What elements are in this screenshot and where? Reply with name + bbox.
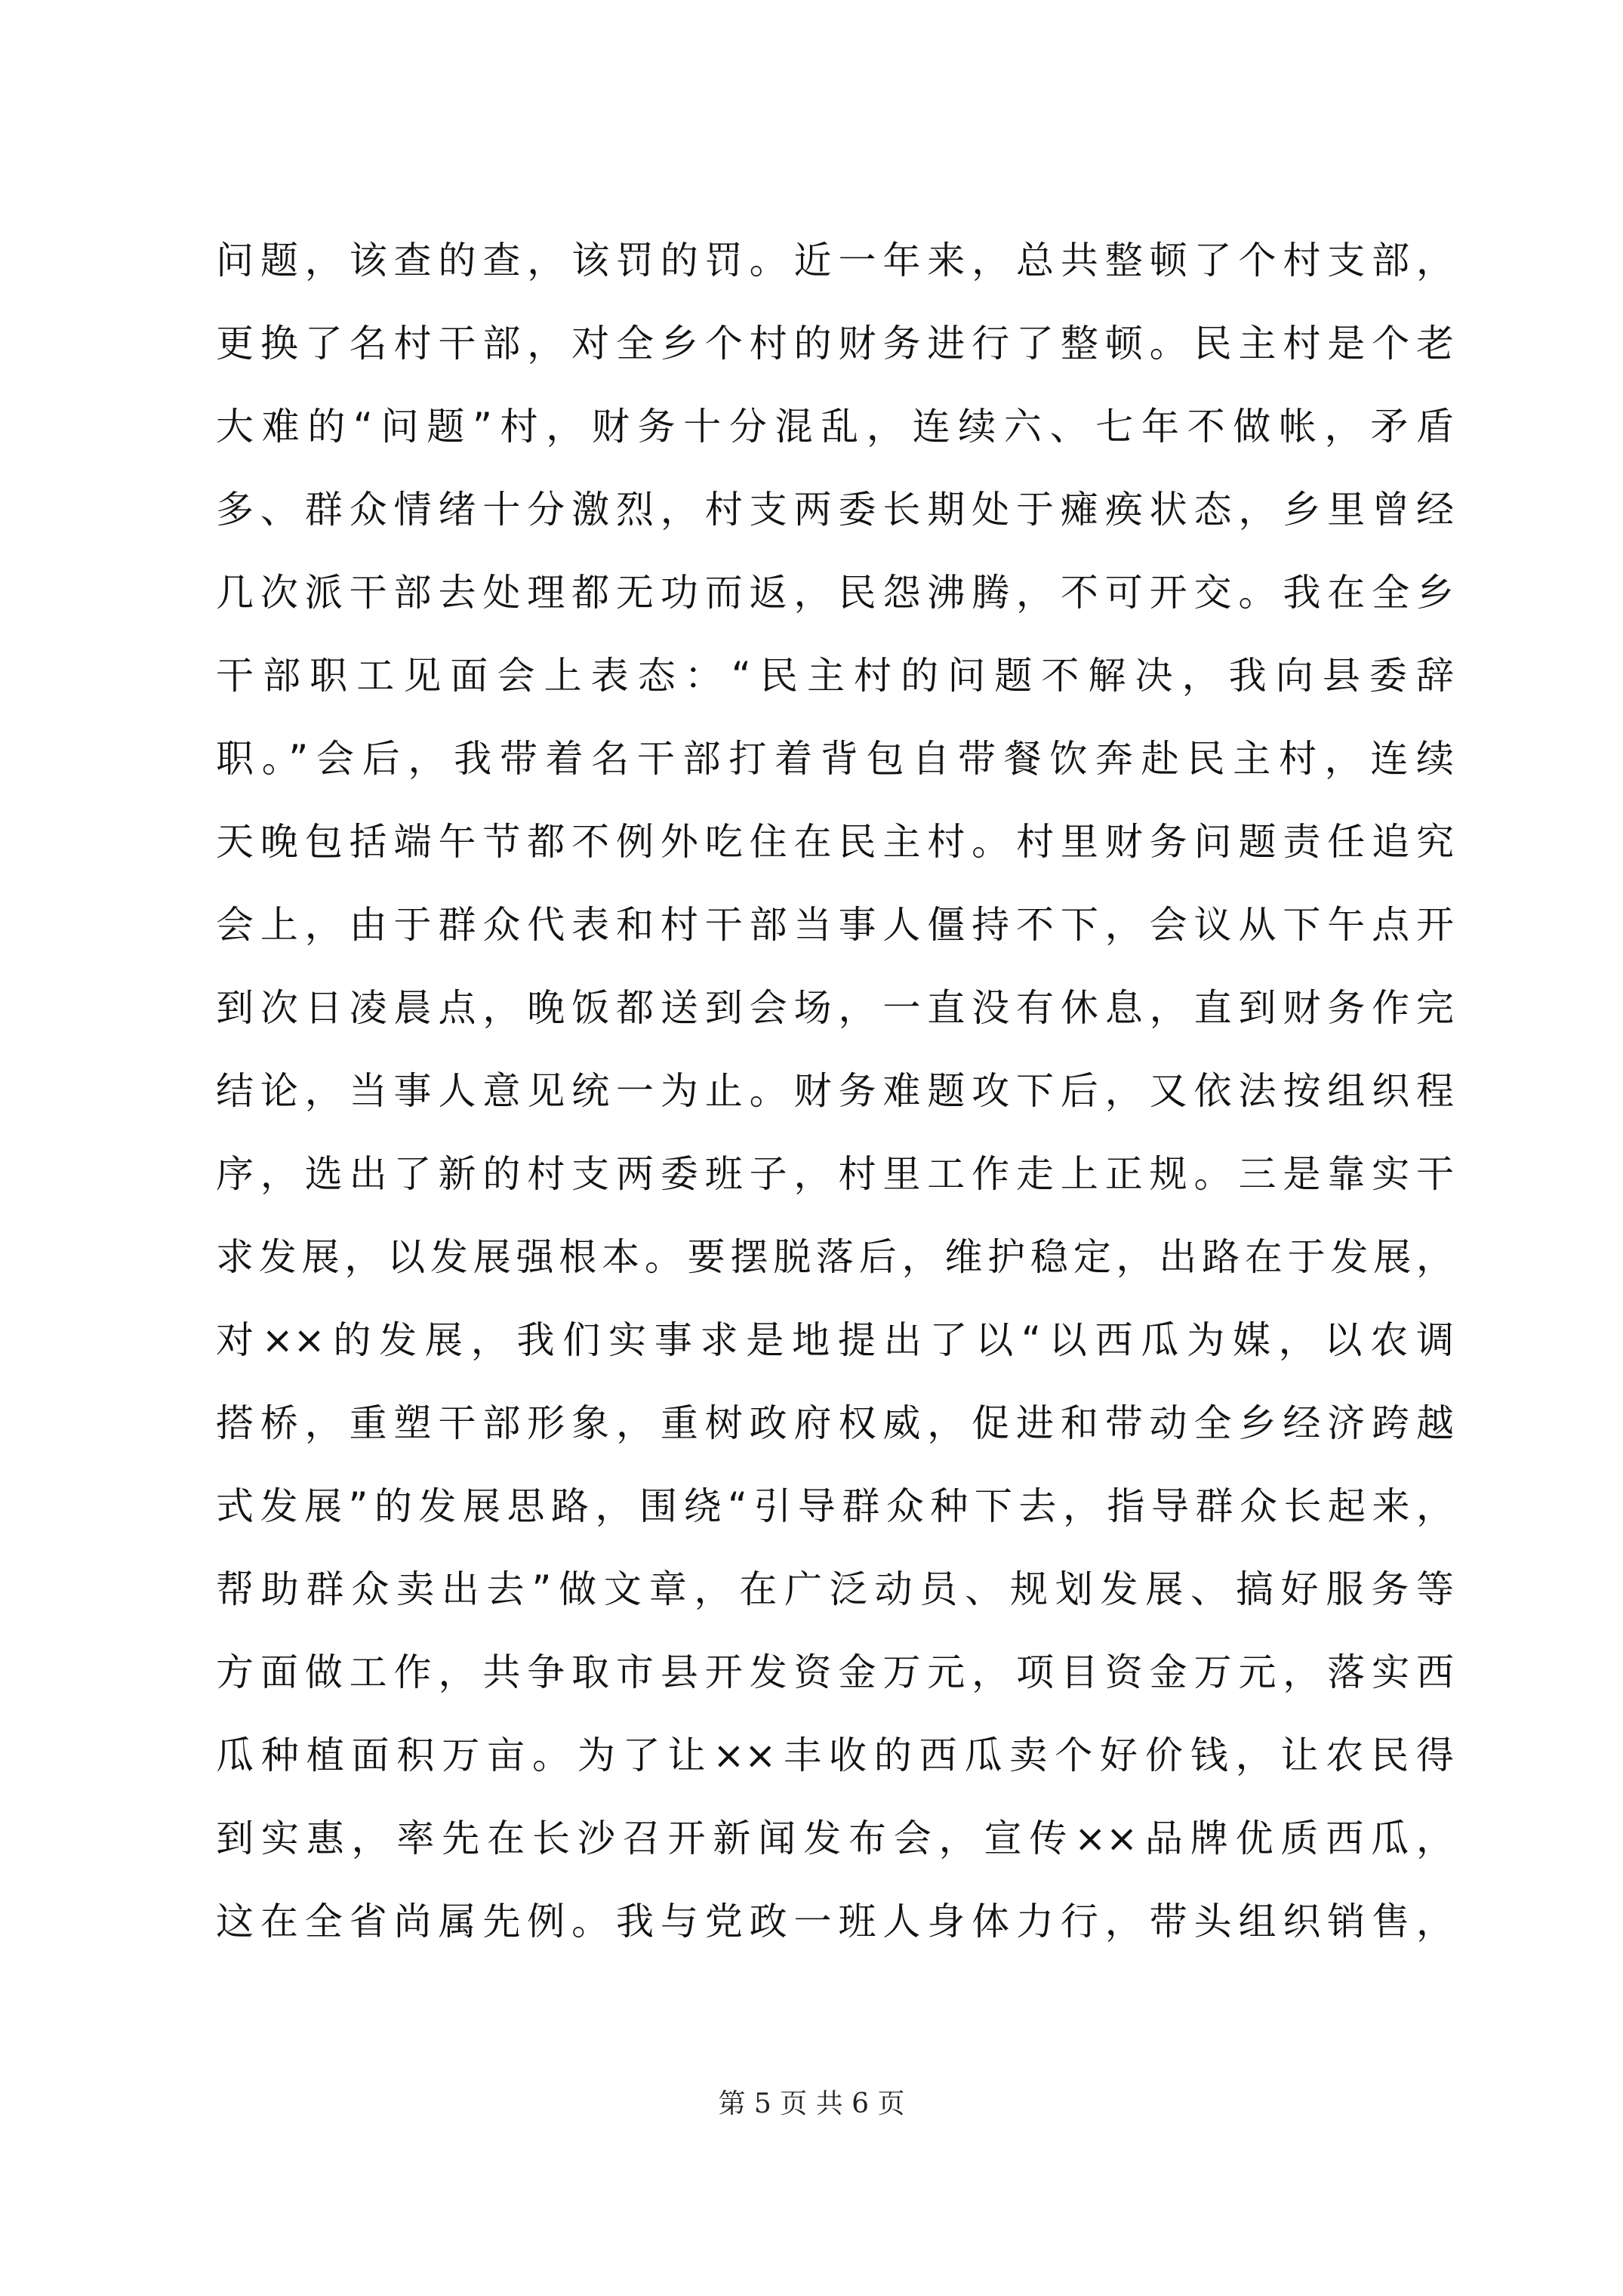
text-line: 大难的“问题”村，财务十分混乱，连续六、七年不做帐，矛盾 bbox=[216, 405, 1454, 448]
text-line: 干部职工见面会上表态：“民主村的问题不解决，我向县委辞 bbox=[216, 654, 1454, 698]
text-line: 天晚包括端午节都不例外吃住在民主村。村里财务问题责任追究 bbox=[216, 820, 1454, 864]
text-line: 多、群众情绪十分激烈，村支两委长期处于瘫痪状态，乡里曾经 bbox=[216, 488, 1454, 532]
page-number: 第 5 页 共 6 页 bbox=[718, 2088, 905, 2119]
text-line: 式发展”的发展思路，围绕“引导群众种下去，指导群众长起来， bbox=[216, 1484, 1454, 1528]
text-line: 到实惠，率先在长沙召开新闻发布会，宣传××品牌优质西瓜， bbox=[216, 1817, 1454, 1860]
body-text bbox=[216, 219, 1454, 1963]
text-line: 到次日凌晨点，晚饭都送到会场，一直没有休息，直到财务作完 bbox=[216, 986, 1454, 1030]
page-footer bbox=[0, 2082, 1623, 2121]
text-line: 帮助群众卖出去”做文章，在广泛动员、规划发展、搞好服务等 bbox=[216, 1567, 1454, 1611]
text-line: 序，选出了新的村支两委班子，村里工作走上正规。三是靠实干 bbox=[216, 1152, 1454, 1196]
text-line: 瓜种植面积万亩。为了让××丰收的西瓜卖个好价钱，让农民得 bbox=[216, 1734, 1454, 1777]
text-line: 对××的发展，我们实事求是地提出了以“以西瓜为媒，以农调 bbox=[216, 1318, 1454, 1362]
text-line: 方面做工作，共争取市县开发资金万元，项目资金万元，落实西 bbox=[216, 1650, 1454, 1694]
text-line: 会上，由于群众代表和村干部当事人僵持不下，会议从下午点开 bbox=[216, 903, 1454, 947]
text-line: 搭桥，重塑干部形象，重树政府权威，促进和带动全乡经济跨越 bbox=[216, 1401, 1454, 1445]
text-line: 这在全省尚属先例。我与党政一班人身体力行，带头组织销售， bbox=[216, 1900, 1454, 1943]
text-line: 问题，该查的查，该罚的罚。近一年来，总共整顿了个村支部， bbox=[216, 239, 1454, 282]
text-line: 更换了名村干部，对全乡个村的财务进行了整顿。民主村是个老 bbox=[216, 322, 1454, 365]
text-line: 职。”会后，我带着名干部打着背包自带餐饮奔赴民主村，连续 bbox=[216, 737, 1454, 781]
text-line: 结论，当事人意见统一为止。财务难题攻下后，又依法按组织程 bbox=[216, 1069, 1454, 1113]
text-line: 几次派干部去处理都无功而返，民怨沸腾，不可开交。我在全乡 bbox=[216, 571, 1454, 615]
text-line: 求发展，以发展强根本。要摆脱落后，维护稳定，出路在于发展， bbox=[216, 1235, 1454, 1279]
